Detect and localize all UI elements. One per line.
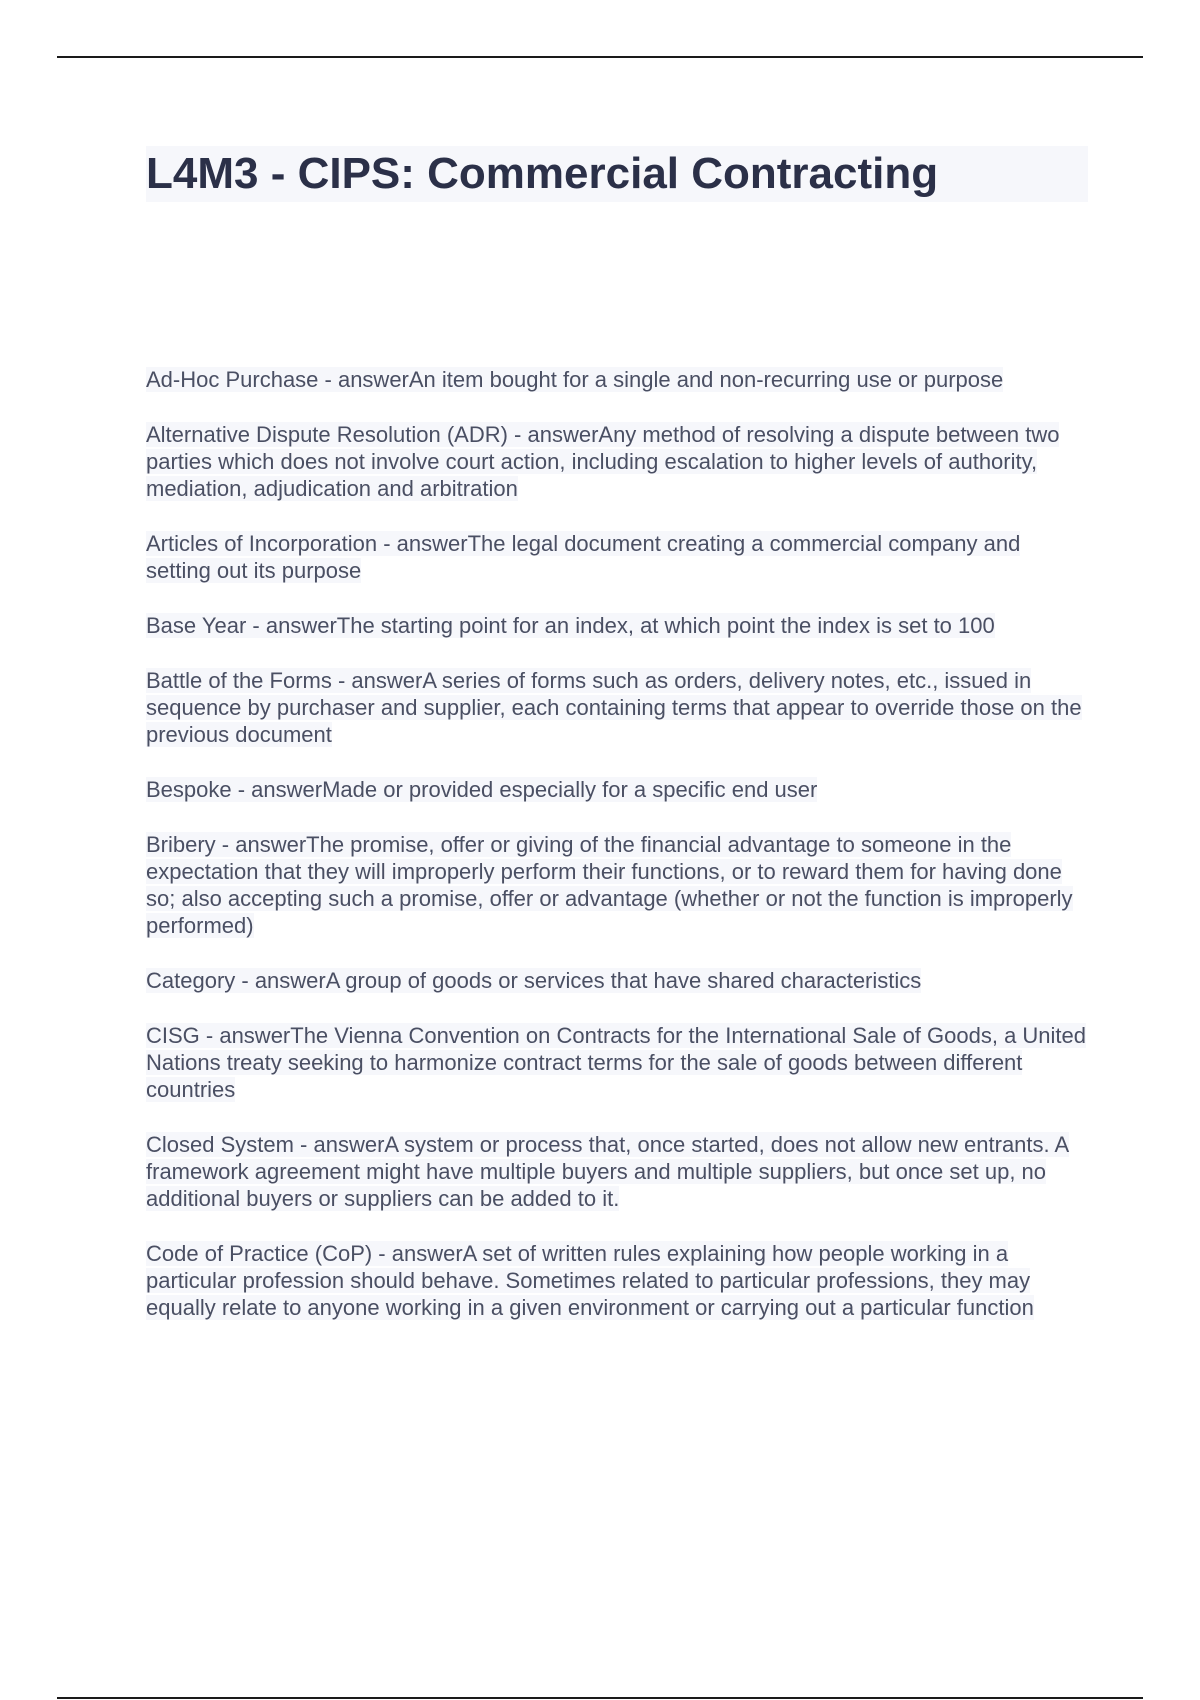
page-title: L4M3 - CIPS: Commercial Contracting [146,146,1088,202]
bottom-divider [57,1697,1143,1699]
glossary-entry [146,1022,1090,1103]
glossary-entry [146,530,1090,584]
glossary-entry [146,831,1090,939]
glossary-entry-text: Alternative Dispute Resolution (ADR) - answerAny method of resolving a dispute between two parties which does not involve court action, including escalation to higher levels of authority, mediation, adjudication and arbitration [146,422,1060,501]
glossary-entry [146,967,1090,994]
glossary-entry [146,1240,1090,1321]
glossary-entry-text: CISG - answerThe Vienna Convention on Contracts for the International Sale of Goods, a United Nations treaty seeking to harmonize contract terms for the sale of goods between different countries [146,1023,1087,1102]
glossary-entry-text: Bribery - answerThe promise, offer or giving of the financial advantage to someone in the expectation that they will improperly perform their functions, or to reward them for having done so; also accepting such a promise, offer or advantage (whether or not the function is improperly performed) [146,832,1073,938]
glossary-entry-text: Base Year - answerThe starting point for an index, at which point the index is set to 100 [146,613,995,638]
glossary-entry [146,421,1090,502]
glossary-list [146,366,1090,1349]
glossary-entry-text: Bespoke - answerMade or provided especially for a specific end user [146,777,818,802]
glossary-entry-text: Code of Practice (CoP) - answerA set of written rules explaining how people working in a particular profession should behave. Sometimes related to particular professions, they may equally relate to anyone working in a given environment or carrying out a particular function [146,1241,1034,1320]
glossary-entry [146,776,1090,803]
glossary-entry [146,366,1090,393]
glossary-entry-text: Articles of Incorporation - answerThe legal document creating a commercial company and setting out its purpose [146,531,1021,583]
glossary-entry [146,667,1090,748]
glossary-entry-text: Closed System - answerA system or process that, once started, does not allow new entrants. A framework agreement might have multiple buyers and multiple suppliers, but once set up, no additional buyers or suppliers can be added to it. [146,1132,1070,1211]
glossary-entry-text: Category - answerA group of goods or services that have shared characteristics [146,968,922,993]
glossary-entry [146,1131,1090,1212]
top-divider [57,56,1143,58]
glossary-entry [146,612,1090,639]
glossary-entry-text: Ad-Hoc Purchase - answerAn item bought for a single and non-recurring use or purpose [146,367,1004,392]
glossary-entry-text: Battle of the Forms - answerA series of forms such as orders, delivery notes, etc., issued in sequence by purchaser and supplier, each containing terms that appear to override those on the previous document [146,668,1082,747]
